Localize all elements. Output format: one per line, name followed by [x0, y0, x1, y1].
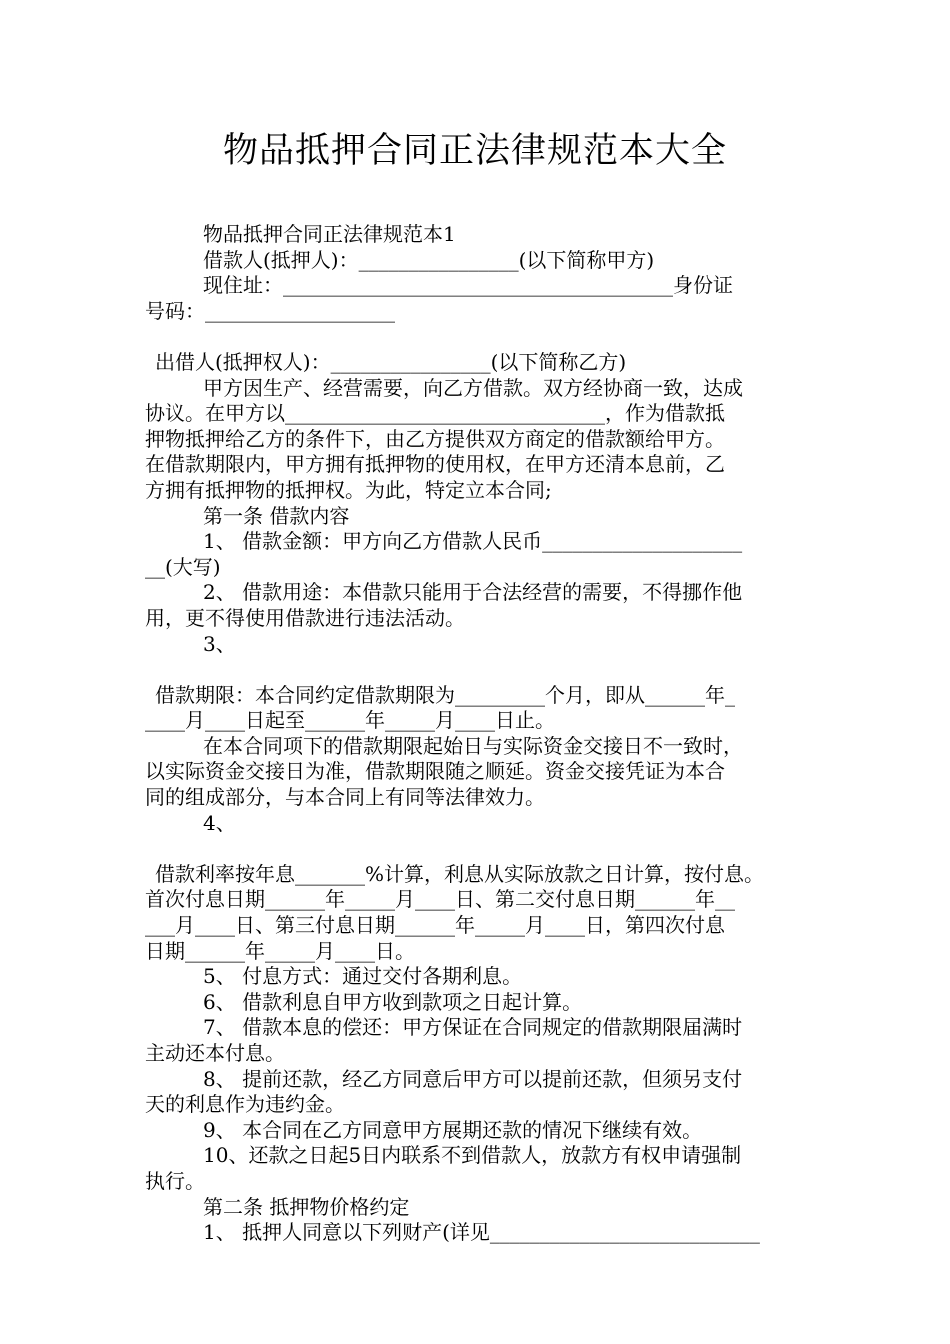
text-line: 用，更不得使用借款进行违法活动。 — [145, 605, 465, 630]
text-line: 方拥有抵押物的抵押权。为此，特定立本合同; — [145, 477, 552, 502]
document-body — [145, 222, 810, 1246]
text-line: 以实际资金交接日为准，借款期限随之顺延。资金交接凭证为本合 — [145, 759, 725, 784]
section-heading: 物品抵押合同正法律规范本1 — [203, 222, 456, 246]
text-line: 首次付息日期______年_____月____日、第二交付息日期______年__ — [145, 887, 735, 912]
text-line: 1、 借款金额：甲方向乙方借款人民币____________________ — [203, 529, 743, 554]
text-line: 协议。在甲方以________________________________，作为借款抵 — [145, 401, 725, 426]
text-line: 天的利息作为违约金。 — [145, 1092, 345, 1117]
text-line: 主动还本付息。 — [145, 1041, 285, 1065]
text-line: 5、 付息方式：通过交付各期利息。 — [203, 964, 523, 989]
text-line: 1、 抵押人同意以下列财产(详见___________________________ — [203, 1220, 760, 1245]
text-line: 同的组成部分，与本合同上有同等法律效力。 — [145, 785, 545, 810]
text-line: ____月____日起至______年_____月____日止。 — [145, 708, 555, 733]
text-line: 借款期限：本合同约定借款期限为_________个月，即从______年_ — [155, 682, 735, 707]
blank-line — [145, 836, 810, 862]
text-line: 执行。 — [145, 1168, 205, 1193]
blank-line — [145, 324, 810, 350]
text-line: 7、 借款本息的偿还：甲方保证在合同规定的借款期限届满时 — [203, 1015, 743, 1040]
text-line: 现住址：_______________________________________身份证 — [203, 273, 733, 298]
blank-line — [145, 657, 810, 683]
text-line: __(大写) — [145, 554, 221, 579]
text-line: 6、 借款利息自甲方收到款项之日起计算。 — [203, 989, 583, 1014]
text-line: 在借款期限内，甲方拥有抵押物的使用权，在甲方还清本息前，乙 — [145, 452, 725, 477]
text-line: 甲方因生产、经营需要，向乙方借款。双方经协商一致，达成 — [203, 375, 743, 400]
text-line: 8、 提前还款，经乙方同意后甲方可以提前还款，但须另支付 — [203, 1066, 743, 1091]
text-line: 在本合同项下的借款期限起始日与实际资金交接日不一致时， — [203, 733, 743, 758]
text-line: 4、 — [203, 810, 236, 835]
text-line: 借款人(抵押人)：________________(以下简称甲方) — [203, 247, 655, 272]
text-line: 押物抵押给乙方的条件下，由乙方提供双方商定的借款额给甲方。 — [145, 426, 725, 451]
article-heading: 第二条 抵押物价格约定 — [203, 1194, 410, 1219]
text-line: 10、还款之日起5日内联系不到借款人，放款方有权申请强制 — [203, 1143, 742, 1168]
text-line: 日期______年_____月____日。 — [145, 938, 415, 963]
text-line: 出借人(抵押权人)：________________(以下简称乙方) — [155, 349, 627, 374]
text-line: 号码：___________________ — [145, 298, 395, 323]
text-line: 9、 本合同在乙方同意甲方展期还款的情况下继续有效。 — [203, 1117, 703, 1142]
document-title: 物品抵押合同正法律规范本大全 — [222, 131, 727, 171]
text-line: 3、 — [203, 631, 236, 656]
text-line: 2、 借款用途：本借款只能用于合法经营的需要，不得挪作他 — [203, 580, 743, 605]
text-line: 借款利率按年息_______%计算，利息从实际放款之日计算，按付息。 — [155, 861, 765, 886]
text-line: ___月____日、第三付息日期______年_____月____日，第四次付息 — [145, 913, 725, 938]
article-heading: 第一条 借款内容 — [203, 503, 350, 528]
